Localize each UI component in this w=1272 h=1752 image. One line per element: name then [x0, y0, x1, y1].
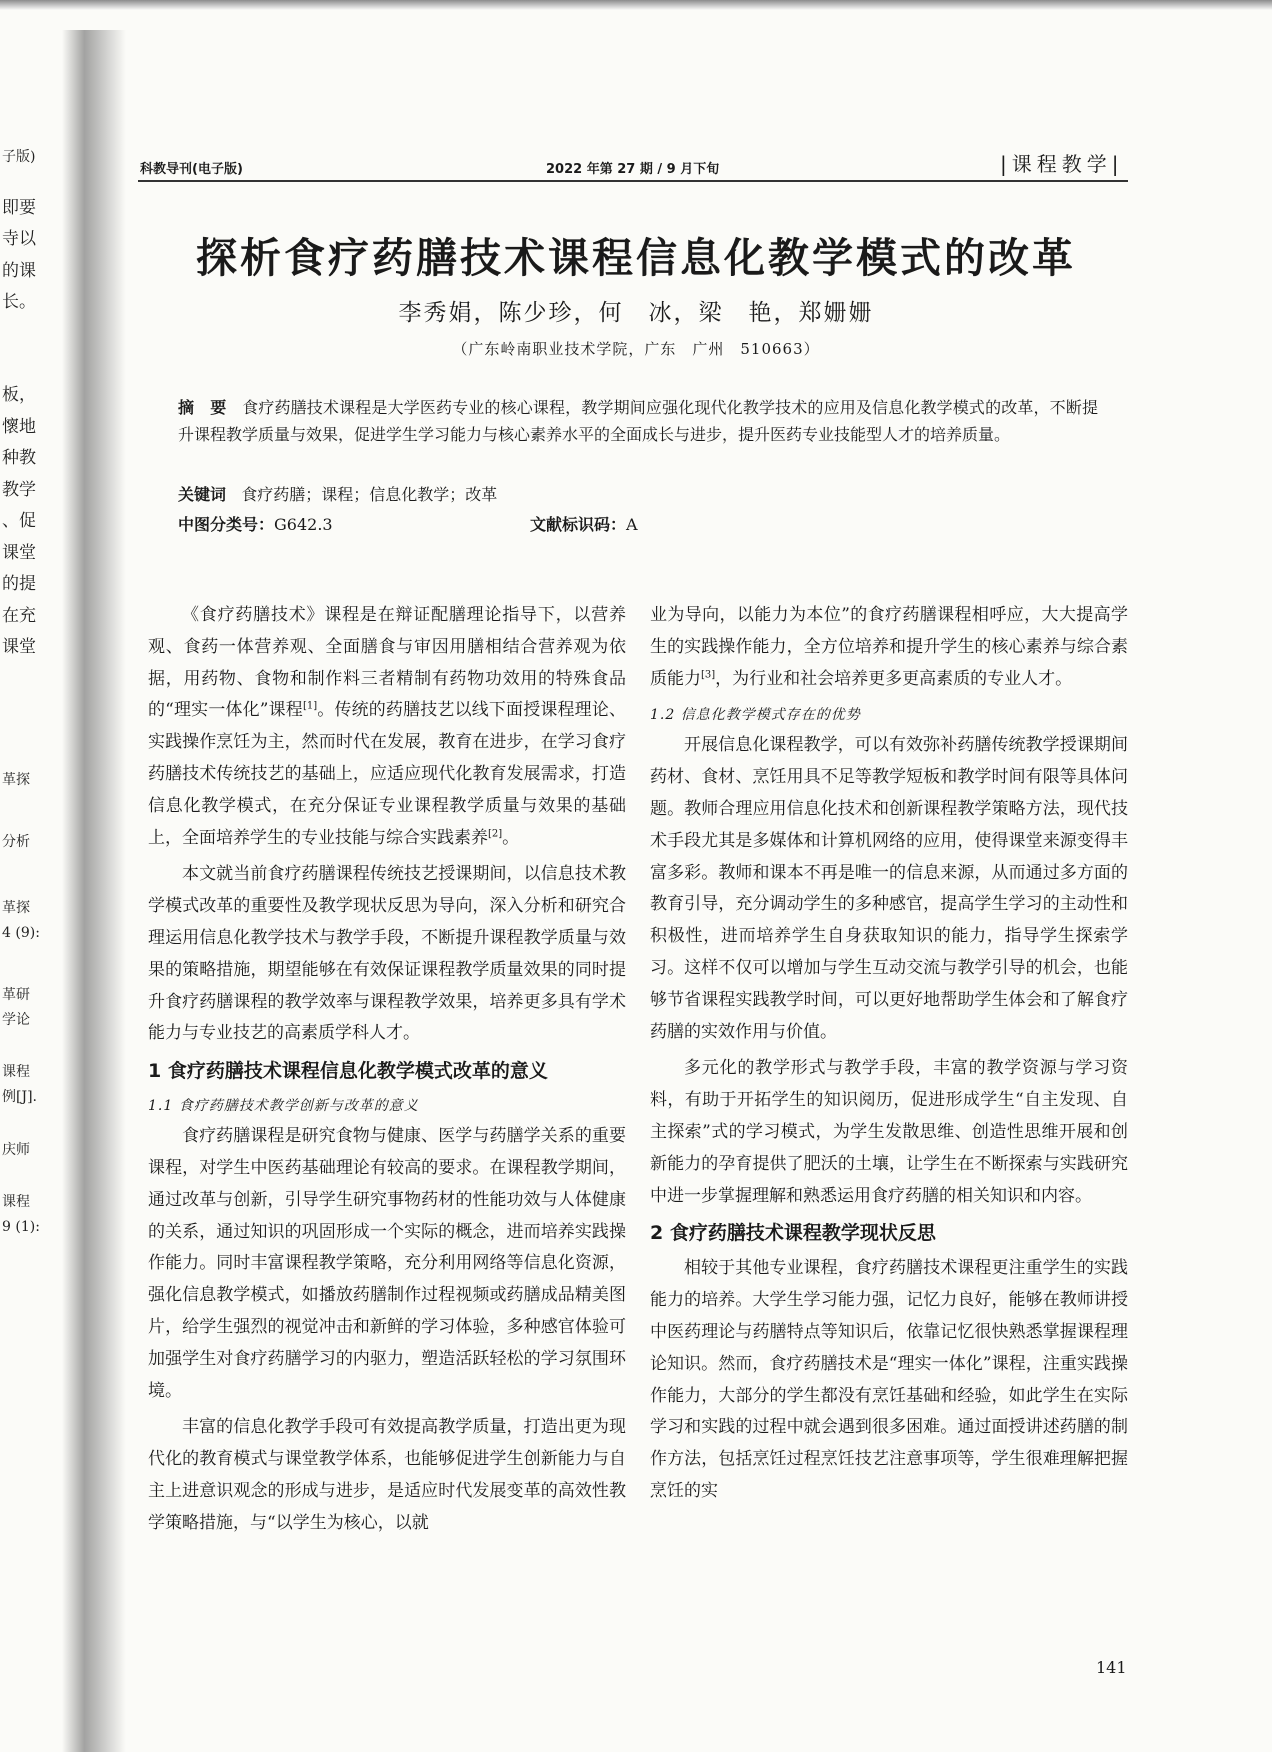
- fragment-text: 课堂: [2, 637, 36, 657]
- paragraph: 本文就当前食疗药膳课程传统技艺授课期间，以信息技术教学模式改革的重要性及教学现状反思为导向，深入分析和研究合理运用信息化教学技术与教学手段，不断提升课程教学质量与效果的策略措施，期望能够在有效保证课程教学质量效果的同时提升食疗药膳课程的教学效率与课程教学效果，培养更多具有学术能力与专业技艺的高素质学科人才。: [148, 864, 626, 1044]
- section-name: |课程教学|: [1000, 152, 1124, 176]
- fragment-text: 懷地: [2, 417, 36, 437]
- fragment-text: 种教: [2, 448, 36, 468]
- fragment-text: 在充: [2, 606, 36, 626]
- fragment-text: 9 (1):: [2, 1219, 40, 1235]
- body-column-right: [650, 600, 1128, 1513]
- fragment-text: 的提: [2, 574, 36, 594]
- fragment-text: 教学: [2, 480, 36, 500]
- article-title: 探析食疗药膳技术课程信息化教学模式的改革: [196, 234, 1076, 282]
- fragment-text: 庆师: [2, 1142, 30, 1158]
- classification-label: 中图分类号：: [178, 515, 275, 534]
- fragment-text: 学论: [2, 1012, 30, 1028]
- document-code: [530, 512, 638, 535]
- header-rule: [138, 180, 1128, 182]
- fragment-text: 寺以: [2, 229, 36, 249]
- document-code-label: 文献标识码：: [530, 515, 627, 534]
- subsection-heading: 1.1 食疗药膳技术教学创新与改革的意义: [148, 1098, 419, 1115]
- abstract-label: 摘 要: [178, 398, 227, 417]
- citation: [1]: [302, 700, 318, 712]
- subsection-heading: 1.2 信息化教学模式存在的优势: [650, 707, 861, 724]
- fragment-text: 的课: [2, 261, 36, 281]
- keywords-text: 食疗药膳；课程；信息化教学；改革: [241, 485, 498, 504]
- paragraph: [148, 600, 626, 854]
- paragraph: 多元化的教学形式与教学手段，丰富的教学资源与学习资料，有助于开拓学生的知识阅历，促进形成学生“自主发现、自主探索”式的学习模式，为学生发散思维、创造性思维开展和创新能力的孕育提供了肥沃的土壤，让学生在不断探索与实践研究中进一步掌握理解和熟悉运用食疗药膳的相关知识和内容。: [650, 1058, 1128, 1206]
- abstract: [178, 394, 1098, 448]
- author-list: 李秀娟，陈少珍，何 冰，梁 艳，郑姗姗: [398, 300, 874, 326]
- fragment-text: 革研: [2, 987, 30, 1003]
- classification-value: G642.3: [274, 515, 333, 534]
- citation: [3]: [701, 668, 716, 680]
- section-heading: 1 食疗药膳技术课程信息化教学模式改革的意义: [148, 1060, 548, 1083]
- paragraph-text: 业为导向，以能力为本位”的食疗药膳课程相呼应，大大提高学生的实践操作能力，全方位培养和提升学生的核心素养与综合素质能力: [650, 605, 1128, 689]
- paragraph: 开展信息化课程教学，可以有效弥补药膳传统教学授课期间药材、食材、烹饪用具不足等教学短板和教学时间有限等具体问题。教师合理应用信息化技术和创新课程教学策略方法，现代技术手段尤其是多媒体和计算机网络的应用，使得课堂来源变得丰富多彩。教师和课本不再是唯一的信息来源，从而通过多方面的教育引导，充分调动学生的多种感官，提高学生学习的主动性和积极性，进而培养学生自身获取知识的能力，指导学生探索学习。这样不仅可以增加与学生互动交流与教学引导的机会，也能够节省课程实践教学时间，可以更好地帮助学生体会和了解食疗药膳的实效作用与价值。: [650, 735, 1128, 1042]
- paragraph-text: 。: [502, 827, 520, 848]
- fragment-text: 革探: [2, 772, 30, 788]
- fragment-text: 例[J].: [2, 1089, 37, 1105]
- scan-edge: [0, 0, 1272, 10]
- keywords: [178, 482, 497, 505]
- issue-info: 2022 年第 27 期 / 9 月下旬: [546, 162, 720, 177]
- section-heading: 2 食疗药膳技术课程教学现状反思: [650, 1222, 936, 1245]
- citation: [2]: [488, 827, 503, 839]
- fragment-text: 课堂: [2, 543, 36, 563]
- fragment-text: 革探: [2, 900, 30, 916]
- journal-name: 科教导刊(电子版): [140, 162, 243, 177]
- fragment-text: 即要: [2, 198, 36, 218]
- paragraph: 丰富的信息化教学手段可有效提高教学质量，打造出更为现代化的教育模式与课堂教学体系，也能够促进学生创新能力与自主上进意识观念的形成与进步，是适应时代发展变革的高效性教学策略措施，与“以学生为核心，以就: [148, 1417, 626, 1533]
- body-column-left: [148, 600, 626, 1545]
- classification-number: [178, 512, 333, 535]
- paragraph-text: 《食疗药膳技术》课程是在辩证配膳理论指导下，以营养观、食药一体营养观、全面膳食与审因用膳相结合营养观为依据，用药物、食物和制作料三者精制有药物功效用的特殊食品的“理实一体化”课程: [148, 605, 626, 721]
- fragment-text: 4 (9):: [2, 925, 40, 941]
- page-number: 141: [1096, 1658, 1127, 1677]
- paragraph-text: ，为行业和社会培养更多更高素质的专业人才。: [715, 668, 1073, 689]
- fragment-text: 板，: [2, 385, 36, 405]
- paragraph: 食疗药膳课程是研究食物与健康、医学与药膳学关系的重要课程，对学生中医药基础理论有较高的要求。在课程教学期间，通过改革与创新，引导学生研究事物药材的性能功效与人体健康的关系，通过知识的巩固形成一个实际的概念，进而培养实践操作能力。同时丰富课程教学策略，充分利用网络等信息化资源，强化信息教学模式，如播放药膳制作过程视频或药膳成品精美图片，给学生强烈的视觉冲击和新鲜的学习体验，多种感官体验可加强学生对食疗药膳学习的内驱力，塑造活跃轻松的学习氛围环境。: [148, 1126, 626, 1401]
- abstract-text: 食疗药膳技术课程是大学医药专业的核心课程，教学期间应强化现代化教学技术的应用及信息化教学模式的改革，不断提升课程教学质量与效果，促进学生学习能力与核心素养水平的全面成长与进步，提升医药专业技能型人才的培养质量。: [178, 398, 1098, 444]
- paragraph: 相较于其他专业课程，食疗药膳技术课程更注重学生的实践能力的培养。大学生学习能力强，记忆力良好，能够在教师讲授中医药理论与药膳特点等知识后，依靠记忆很快熟悉掌握课程理论知识。然而，食疗药膳技术是“理实一体化”课程，注重实践操作能力，大部分的学生都没有烹饪基础和经验，如此学生在实际学习和实践的过程中就会遇到很多困难。通过面授讲述药膳的制作方法，包括烹饪过程烹饪技艺注意事项等，学生很难理解把握烹饪的实: [650, 1258, 1128, 1501]
- fragment-text: 子版): [2, 149, 36, 165]
- document-code-value: A: [626, 515, 638, 534]
- affiliation: （广东岭南职业技术学院，广东 广州 510663）: [452, 340, 820, 358]
- fragment-text: 分析: [2, 834, 30, 850]
- fragment-text: 课程: [2, 1064, 30, 1080]
- fragment-text: 长。: [2, 292, 36, 312]
- paragraph-text: 。传统的药膳技艺以线下面授课程理论、实践操作烹饪为主，然而时代在发展，教育在进步，在学习食疗药膳技术传统技艺的基础上，应适应现代化教育发展需求，打造信息化教学模式，在充分保证专业课程教学质量与效果的基础上，全面培养学生的专业技能与综合实践素养: [148, 700, 626, 848]
- paragraph: [650, 600, 1128, 695]
- fragment-text: 、促: [2, 511, 36, 531]
- fragment-text: 课程: [2, 1194, 30, 1210]
- spine-shadow: [62, 30, 126, 1752]
- keywords-label: 关键词: [178, 485, 227, 504]
